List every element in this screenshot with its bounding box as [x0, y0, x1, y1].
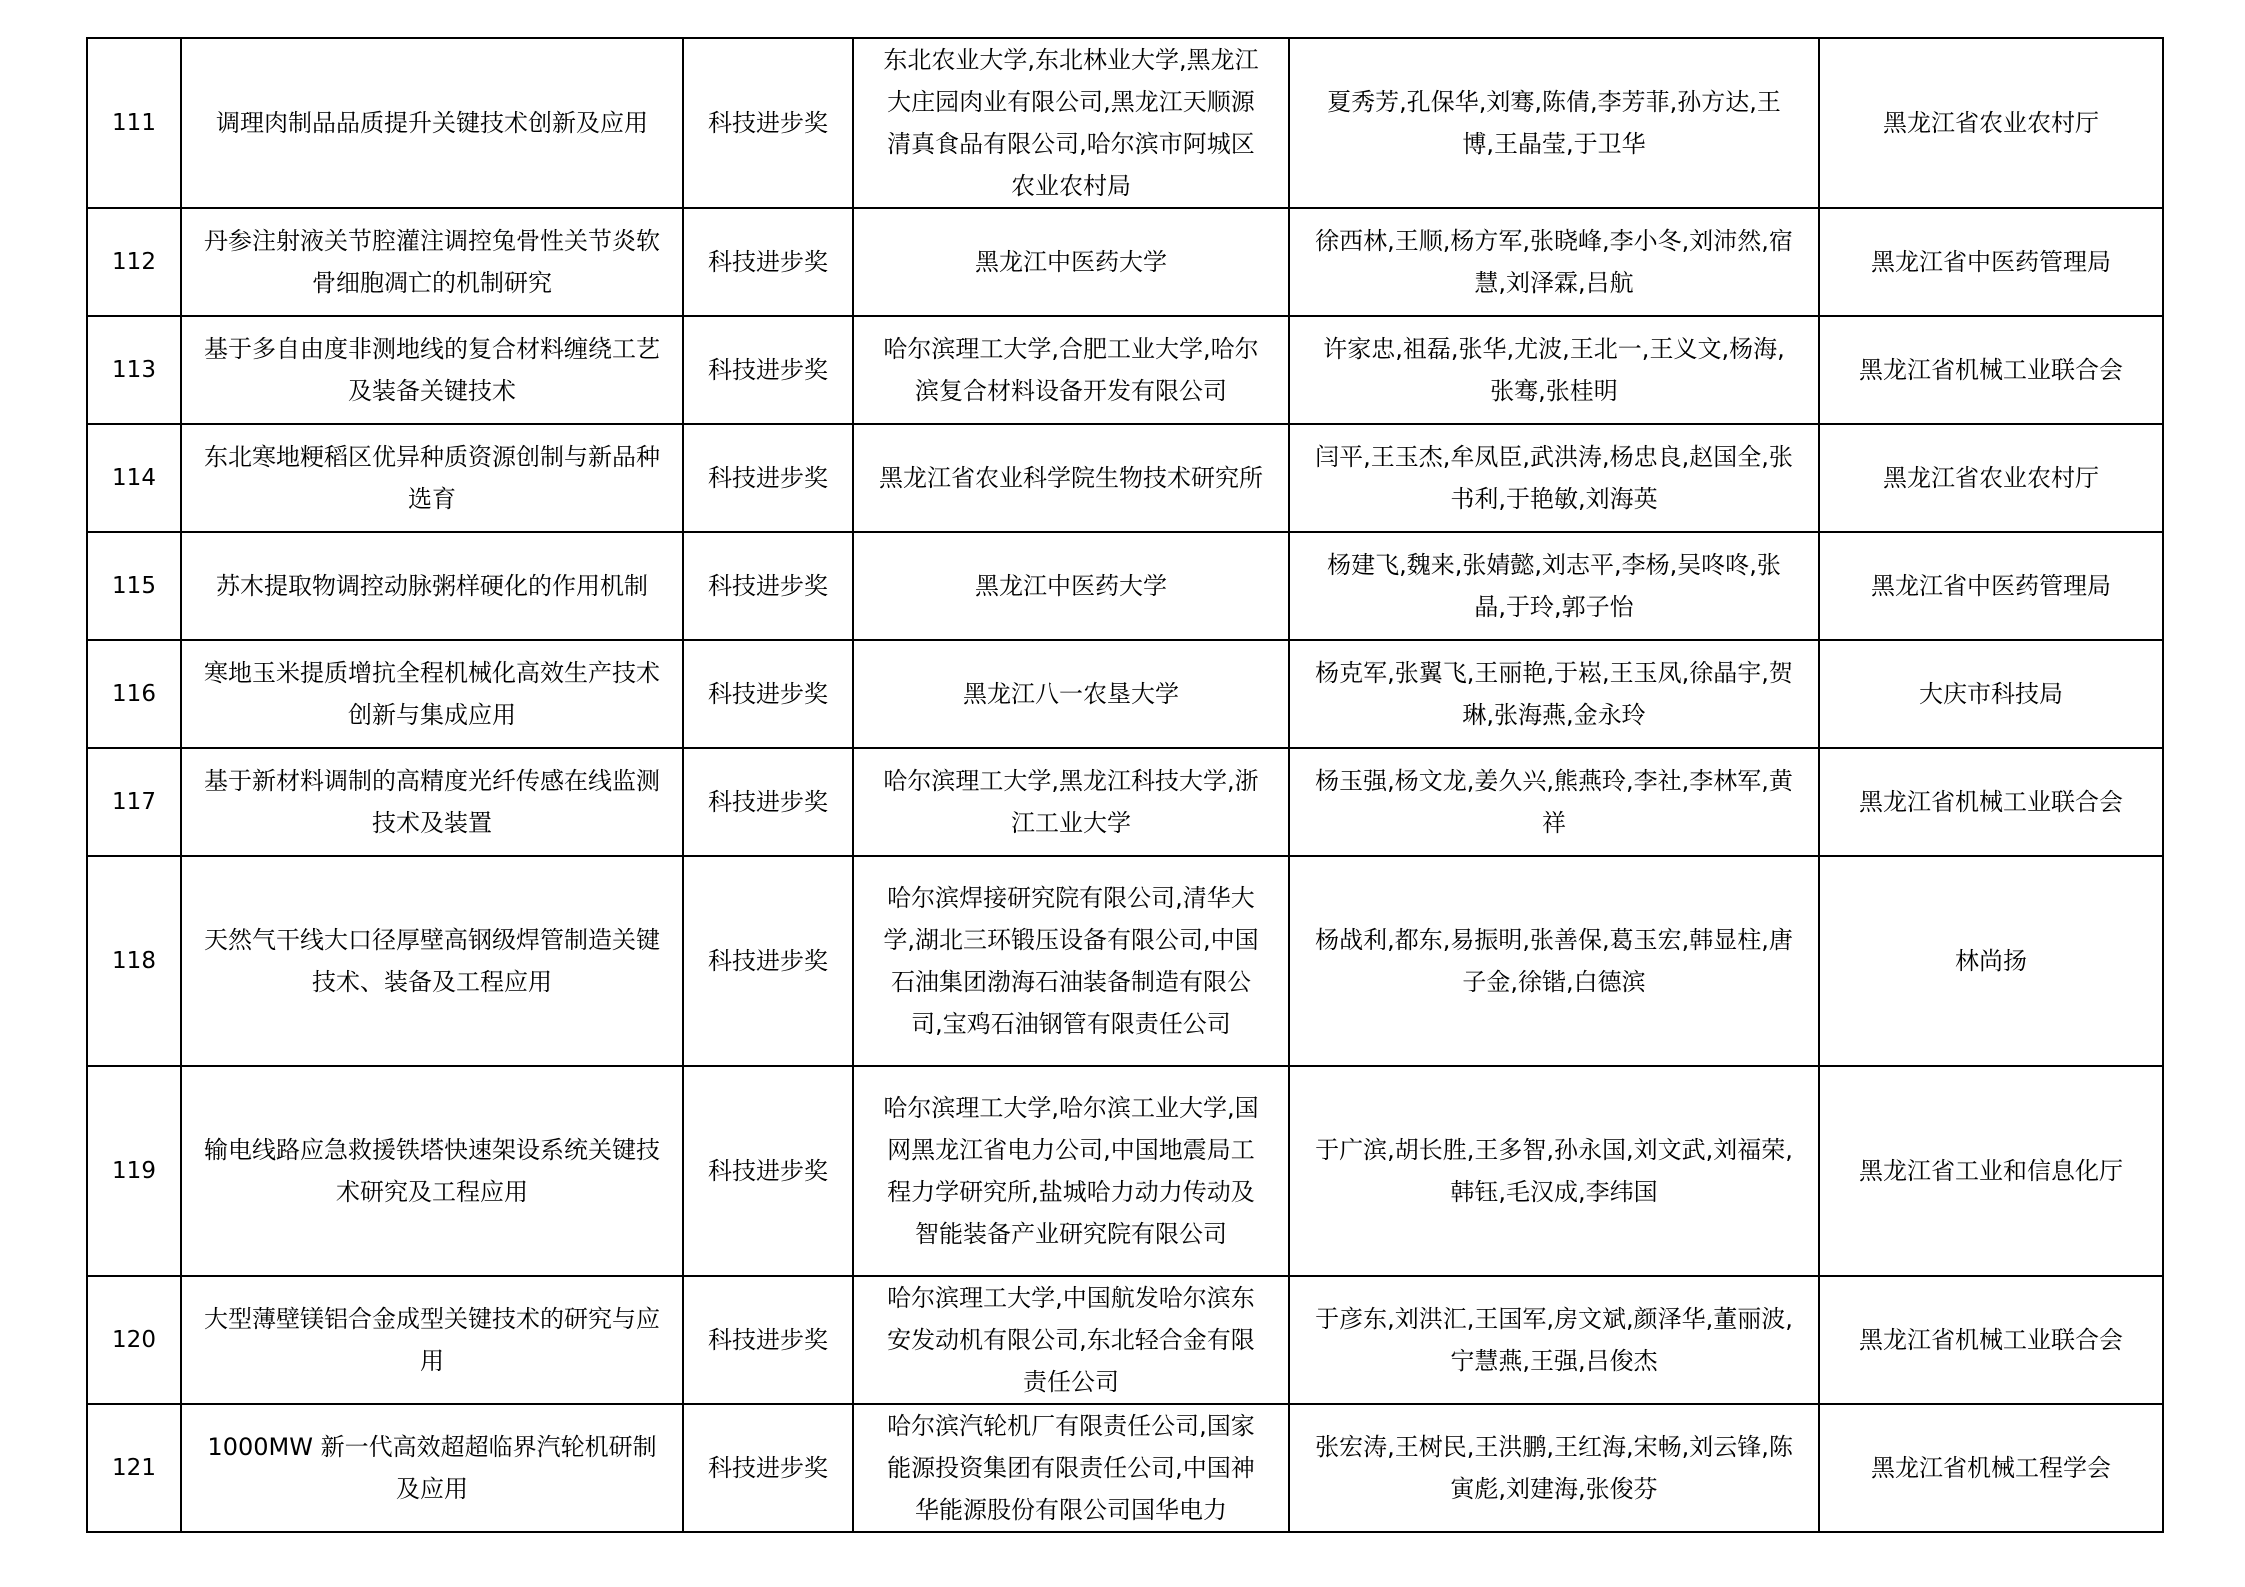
project-name: 调理肉制品品质提升关键技术创新及应用 [181, 38, 683, 208]
award-type: 科技进步奖 [683, 748, 853, 856]
project-name: 1000MW 新一代高效超超临界汽轮机研制及应用 [181, 1404, 683, 1532]
completing-people: 杨克军,张翼飞,王丽艳,于崧,王玉凤,徐晶宇,贺琳,张海燕,金永玲 [1289, 640, 1819, 748]
nominator: 黑龙江省机械工业联合会 [1819, 316, 2163, 424]
nominator: 林尚扬 [1819, 856, 2163, 1066]
project-name: 基于多自由度非测地线的复合材料缠绕工艺及装备关键技术 [181, 316, 683, 424]
award-type: 科技进步奖 [683, 856, 853, 1066]
completing-people: 于广滨,胡长胜,王多智,孙永国,刘文武,刘福荣,韩钰,毛汉成,李纬国 [1289, 1066, 1819, 1276]
completing-people: 夏秀芳,孔保华,刘骞,陈倩,李芳菲,孙方达,王博,王晶莹,于卫华 [1289, 38, 1819, 208]
completing-units: 黑龙江中医药大学 [853, 532, 1289, 640]
project-name: 基于新材料调制的高精度光纤传感在线监测技术及装置 [181, 748, 683, 856]
nominator: 黑龙江省机械工业联合会 [1819, 748, 2163, 856]
table-row [87, 640, 2163, 748]
nominator: 黑龙江省工业和信息化厅 [1819, 1066, 2163, 1276]
project-name: 输电线路应急救援铁塔快速架设系统关键技术研究及工程应用 [181, 1066, 683, 1276]
row-number: 115 [87, 532, 181, 640]
award-type: 科技进步奖 [683, 316, 853, 424]
row-number: 117 [87, 748, 181, 856]
table-row [87, 424, 2163, 532]
table-row [87, 1066, 2163, 1276]
project-name: 丹参注射液关节腔灌注调控兔骨性关节炎软骨细胞凋亡的机制研究 [181, 208, 683, 316]
completing-units: 哈尔滨理工大学,合肥工业大学,哈尔滨复合材料设备开发有限公司 [853, 316, 1289, 424]
nominator: 黑龙江省农业农村厅 [1819, 38, 2163, 208]
row-number: 114 [87, 424, 181, 532]
completing-units: 东北农业大学,东北林业大学,黑龙江大庄园肉业有限公司,黑龙江天顺源清真食品有限公司,哈尔滨市阿城区农业农村局 [853, 38, 1289, 208]
award-table [86, 37, 2164, 1533]
completing-people: 于彦东,刘洪汇,王国军,房文斌,颜泽华,董丽波,宁慧燕,王强,吕俊杰 [1289, 1276, 1819, 1404]
row-number: 113 [87, 316, 181, 424]
nominator: 黑龙江省中医药管理局 [1819, 208, 2163, 316]
completing-units: 哈尔滨理工大学,中国航发哈尔滨东安发动机有限公司,东北轻合金有限责任公司 [853, 1276, 1289, 1404]
row-number: 120 [87, 1276, 181, 1404]
nominator: 黑龙江省机械工业联合会 [1819, 1276, 2163, 1404]
project-name: 苏木提取物调控动脉粥样硬化的作用机制 [181, 532, 683, 640]
award-type: 科技进步奖 [683, 38, 853, 208]
row-number: 118 [87, 856, 181, 1066]
award-type: 科技进步奖 [683, 640, 853, 748]
award-type: 科技进步奖 [683, 1404, 853, 1532]
completing-people: 闫平,王玉杰,牟凤臣,武洪涛,杨忠良,赵国全,张书利,于艳敏,刘海英 [1289, 424, 1819, 532]
table-row [87, 1276, 2163, 1404]
completing-people: 杨玉强,杨文龙,姜久兴,熊燕玲,李社,李林军,黄祥 [1289, 748, 1819, 856]
project-name: 天然气干线大口径厚壁高钢级焊管制造关键技术、装备及工程应用 [181, 856, 683, 1066]
completing-units: 黑龙江八一农垦大学 [853, 640, 1289, 748]
completing-people: 杨建飞,魏来,张婧懿,刘志平,李杨,吴咚咚,张晶,于玲,郭子怡 [1289, 532, 1819, 640]
award-type: 科技进步奖 [683, 1066, 853, 1276]
award-type: 科技进步奖 [683, 208, 853, 316]
row-number: 112 [87, 208, 181, 316]
row-number: 116 [87, 640, 181, 748]
completing-people: 杨战利,都东,易振明,张善保,葛玉宏,韩显柱,唐子金,徐锴,白德滨 [1289, 856, 1819, 1066]
completing-units: 哈尔滨理工大学,哈尔滨工业大学,国网黑龙江省电力公司,中国地震局工程力学研究所,盐城哈力动力传动及智能装备产业研究院有限公司 [853, 1066, 1289, 1276]
completing-units: 哈尔滨焊接研究院有限公司,清华大学,湖北三环锻压设备有限公司,中国石油集团渤海石油装备制造有限公司,宝鸡石油钢管有限责任公司 [853, 856, 1289, 1066]
completing-units: 黑龙江中医药大学 [853, 208, 1289, 316]
row-number: 121 [87, 1404, 181, 1532]
completing-people: 张宏涛,王树民,王洪鹏,王红海,宋畅,刘云锋,陈寅彪,刘建海,张俊芬 [1289, 1404, 1819, 1532]
nominator: 黑龙江省农业农村厅 [1819, 424, 2163, 532]
completing-units: 哈尔滨汽轮机厂有限责任公司,国家能源投资集团有限责任公司,中国神华能源股份有限公司国华电力 [853, 1404, 1289, 1532]
table-row [87, 316, 2163, 424]
nominator: 黑龙江省机械工程学会 [1819, 1404, 2163, 1532]
completing-units: 哈尔滨理工大学,黑龙江科技大学,浙江工业大学 [853, 748, 1289, 856]
row-number: 111 [87, 38, 181, 208]
completing-units: 黑龙江省农业科学院生物技术研究所 [853, 424, 1289, 532]
award-type: 科技进步奖 [683, 1276, 853, 1404]
nominator: 大庆市科技局 [1819, 640, 2163, 748]
award-type: 科技进步奖 [683, 424, 853, 532]
row-number: 119 [87, 1066, 181, 1276]
award-type: 科技进步奖 [683, 532, 853, 640]
table-row [87, 1404, 2163, 1532]
completing-people: 徐西林,王顺,杨方军,张晓峰,李小冬,刘沛然,宿慧,刘泽霖,吕航 [1289, 208, 1819, 316]
completing-people: 许家忠,祖磊,张华,尤波,王北一,王义文,杨海,张骞,张桂明 [1289, 316, 1819, 424]
table-row [87, 208, 2163, 316]
nominator: 黑龙江省中医药管理局 [1819, 532, 2163, 640]
table-row [87, 856, 2163, 1066]
project-name: 大型薄壁镁铝合金成型关键技术的研究与应用 [181, 1276, 683, 1404]
project-name: 东北寒地粳稻区优异种质资源创制与新品种选育 [181, 424, 683, 532]
project-name: 寒地玉米提质增抗全程机械化高效生产技术创新与集成应用 [181, 640, 683, 748]
table-row [87, 748, 2163, 856]
table-row [87, 38, 2163, 208]
table-row [87, 532, 2163, 640]
